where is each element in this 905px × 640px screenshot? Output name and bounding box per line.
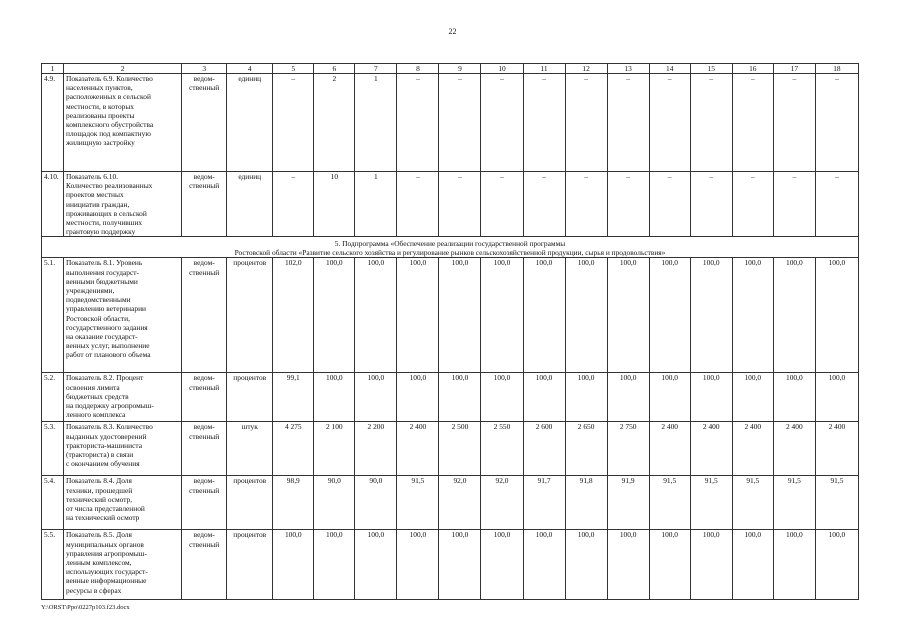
indicator-value: 100,0 <box>523 258 565 373</box>
indicator-value: 100,0 <box>481 373 523 422</box>
indicator-source <box>182 530 227 600</box>
header-cell: 17 <box>773 64 815 74</box>
indicator-source-line: ственный <box>189 83 220 93</box>
indicator-value: 2 600 <box>523 422 565 476</box>
header-cell: 5 <box>273 64 314 74</box>
indicator-value: – <box>690 74 732 172</box>
indicator-value: 100,0 <box>649 258 690 373</box>
indicator-name-line: (тракториста) в связи <box>66 450 134 460</box>
indicator-value: 2 750 <box>607 422 649 476</box>
header-cell: 14 <box>649 64 690 74</box>
indicator-name-line: проектов местных <box>66 190 124 200</box>
indicator-name-line: ленным комплексом, <box>66 558 132 568</box>
section-header-row <box>42 237 859 258</box>
indicator-name-line: проживающих в сельской <box>66 208 147 218</box>
header-cell: 15 <box>690 64 732 74</box>
indicator-value: 100,0 <box>523 530 565 600</box>
indicator-value: 100,0 <box>439 258 481 373</box>
indicator-name-line: венными бюджетными <box>66 276 138 286</box>
indicator-value: 100,0 <box>773 258 815 373</box>
header-cell: 2 <box>64 64 182 74</box>
indicator-unit: единиц <box>227 74 273 172</box>
header-cell: 7 <box>355 64 397 74</box>
indicator-value: 4 275 <box>273 422 314 476</box>
indicator-name-line: Показатель 8.4. Доля <box>66 476 132 486</box>
indicator-unit: процентов <box>227 258 273 373</box>
header-cell: 18 <box>815 64 858 74</box>
indicator-name-line: Показатель 8.3. Количество <box>66 422 153 432</box>
indicator-value: 100,0 <box>690 530 732 600</box>
indicator-value: – <box>732 172 773 237</box>
indicator-name-line: государственного задания <box>66 322 148 332</box>
header-row <box>42 64 859 74</box>
indicator-name-line: технический осмотр, <box>66 494 133 504</box>
indicator-value: – <box>481 74 523 172</box>
indicator-value: 100,0 <box>481 258 523 373</box>
indicator-value: 100,0 <box>314 258 355 373</box>
indicator-value: 100,0 <box>565 373 607 422</box>
indicator-value: – <box>732 74 773 172</box>
indicator-value: 100,0 <box>773 373 815 422</box>
header-cell: 4 <box>227 64 273 74</box>
indicator-name-line: тракториста-машиниста <box>66 440 142 450</box>
indicator-source <box>182 373 227 422</box>
indicator-value: 100,0 <box>607 373 649 422</box>
indicator-source-line: ственный <box>189 267 220 277</box>
indicator-value: 100,0 <box>355 530 397 600</box>
indicator-value: 100,0 <box>649 530 690 600</box>
indicator-source <box>182 476 227 530</box>
indicator-value: 2 400 <box>649 422 690 476</box>
indicator-value: – <box>523 74 565 172</box>
indicator-name-line: учреждениями, <box>66 286 115 296</box>
indicator-name-line: площадок под компактную <box>66 129 151 139</box>
indicator-value: – <box>439 172 481 237</box>
indicator-name-line: венные информационные <box>66 576 147 586</box>
indicator-name-line: местности, получивших <box>66 218 143 228</box>
header-cell: 6 <box>314 64 355 74</box>
indicator-name-line: освоения лимита <box>66 382 120 392</box>
indicator-name-line: от числа представленной <box>66 504 145 514</box>
indicator-value: 100,0 <box>397 258 439 373</box>
indicator-value: – <box>397 172 439 237</box>
table-row <box>42 422 859 476</box>
table-row <box>42 373 859 422</box>
indicator-value: 100,0 <box>355 258 397 373</box>
indicator-source <box>182 74 227 172</box>
indicator-name-line: населенных пунктов, <box>66 83 133 93</box>
indicator-unit: штук <box>227 422 273 476</box>
indicator-unit: процентов <box>227 476 273 530</box>
indicator-value: 100,0 <box>565 258 607 373</box>
indicator-value: – <box>649 74 690 172</box>
indicator-value: 100,0 <box>815 530 858 600</box>
indicator-value: 91,5 <box>397 476 439 530</box>
indicator-value: 2 <box>314 74 355 172</box>
indicator-value: – <box>649 172 690 237</box>
indicator-name-line: ленного комплекса <box>66 410 126 420</box>
header-cell: 3 <box>182 64 227 74</box>
indicator-value: 100,0 <box>732 530 773 600</box>
indicator-name-line: с окончанием обучения <box>66 459 140 469</box>
indicator-name-line: подведомственными <box>66 295 131 305</box>
indicator-value: 2 100 <box>314 422 355 476</box>
indicator-value: – <box>607 172 649 237</box>
indicator-number: 5.3. <box>42 422 64 476</box>
indicator-name-line: выданных удостоверений <box>66 431 147 441</box>
indicator-value: 100,0 <box>815 258 858 373</box>
indicator-value: 1 <box>355 74 397 172</box>
indicator-number: 4.10. <box>42 172 64 237</box>
table-row <box>42 74 859 172</box>
indicator-name-line: местности, в которых <box>66 101 134 111</box>
indicator-value: – <box>397 74 439 172</box>
indicator-name-line: Ростовской области, <box>66 313 130 323</box>
indicator-name-line: реализованы проекты <box>66 110 135 120</box>
indicator-value: 100,0 <box>815 373 858 422</box>
indicator-name-line: жилищную застройку <box>66 138 135 148</box>
indicator-value: 10 <box>314 172 355 237</box>
indicator-source-line: ственный <box>189 431 220 441</box>
indicator-name-line: выполнения государст- <box>66 267 139 277</box>
indicator-value: 100,0 <box>314 530 355 600</box>
indicator-name-line: Показатель 6.10. <box>66 172 119 181</box>
indicator-source <box>182 258 227 373</box>
table-row <box>42 172 859 237</box>
indicator-source-line: ведом- <box>193 172 215 181</box>
indicator-name-line: управления агропромыш- <box>66 548 147 558</box>
indicator-value: 91,9 <box>607 476 649 530</box>
indicator-value: 100,0 <box>732 373 773 422</box>
indicator-value: 100,0 <box>273 530 314 600</box>
indicator-name-line: Показатель 6.9. Количество <box>66 74 153 83</box>
indicator-value: 100,0 <box>565 530 607 600</box>
indicator-source-line: ственный <box>189 485 220 495</box>
indicator-value: 100,0 <box>397 530 439 600</box>
page-number: 22 <box>448 27 457 36</box>
indicator-unit: процентов <box>227 373 273 422</box>
indicator-name-line: на поддержку агропромыш- <box>66 401 154 411</box>
indicator-name-line: расположенных в сельской <box>66 92 151 102</box>
indicator-name-line: использующих государст- <box>66 567 148 577</box>
table-row <box>42 530 859 600</box>
indicator-name <box>64 476 182 530</box>
indicator-value: 100,0 <box>773 530 815 600</box>
indicator-value: 91,7 <box>523 476 565 530</box>
indicator-value: 2 400 <box>815 422 858 476</box>
header-cell: 1 <box>42 64 64 74</box>
indicator-name-line: Показатель 8.2. Процент <box>66 373 144 383</box>
indicator-value: 2 550 <box>481 422 523 476</box>
indicator-number: 5.2. <box>42 373 64 422</box>
indicator-name-line: управлению ветеринарии <box>66 304 147 314</box>
indicator-value: – <box>565 172 607 237</box>
indicator-name-line: на оказание государст- <box>66 332 138 342</box>
indicator-value: 99,1 <box>273 373 314 422</box>
indicator-value: 100,0 <box>690 373 732 422</box>
indicator-value: 100,0 <box>607 258 649 373</box>
indicator-number: 5.1. <box>42 258 64 373</box>
indicator-value: 100,0 <box>439 373 481 422</box>
header-cell: 12 <box>565 64 607 74</box>
indicator-name <box>64 373 182 422</box>
indicator-value: 98,9 <box>273 476 314 530</box>
section-title <box>42 237 859 258</box>
indicator-value: 2 400 <box>397 422 439 476</box>
indicator-value: 100,0 <box>732 258 773 373</box>
indicator-source-line: ведом- <box>193 422 215 432</box>
indicator-name <box>64 74 182 172</box>
indicator-value: 102,0 <box>273 258 314 373</box>
indicator-value: 91,5 <box>773 476 815 530</box>
indicator-value: 100,0 <box>523 373 565 422</box>
indicator-value: 92,0 <box>481 476 523 530</box>
indicator-unit: единиц <box>227 172 273 237</box>
indicator-value: 100,0 <box>690 258 732 373</box>
indicator-name <box>64 422 182 476</box>
header-cell: 9 <box>439 64 481 74</box>
indicator-value: – <box>773 172 815 237</box>
indicator-unit: процентов <box>227 530 273 600</box>
indicator-name-line: техники, прошедшей <box>66 485 133 495</box>
indicator-name <box>64 172 182 237</box>
indicator-value: 90,0 <box>314 476 355 530</box>
indicator-value: – <box>607 74 649 172</box>
indicator-name <box>64 258 182 373</box>
indicator-source-line: ведом- <box>193 74 215 83</box>
indicator-value: 100,0 <box>355 373 397 422</box>
indicator-name-line: на технический осмотр <box>66 513 140 523</box>
indicator-value: – <box>439 74 481 172</box>
indicator-value: 92,0 <box>439 476 481 530</box>
indicator-value: 2 400 <box>690 422 732 476</box>
indicator-value: 2 400 <box>773 422 815 476</box>
indicator-value: – <box>815 74 858 172</box>
indicator-value: – <box>523 172 565 237</box>
header-cell: 16 <box>732 64 773 74</box>
indicator-source <box>182 172 227 237</box>
indicator-name-line: комплексного обустройства <box>66 120 154 130</box>
indicator-name-line: венных услуг, выполнение <box>66 341 150 351</box>
indicator-number: 4.9. <box>42 74 64 172</box>
indicator-source-line: ведом- <box>193 373 215 383</box>
indicator-value: 91,5 <box>690 476 732 530</box>
indicator-value: 91,5 <box>732 476 773 530</box>
indicator-name-line: работ от планового объема <box>66 350 151 360</box>
indicator-value: 91,8 <box>565 476 607 530</box>
indicator-source-line: ственный <box>189 382 220 392</box>
indicator-value: – <box>773 74 815 172</box>
indicator-value: 2 200 <box>355 422 397 476</box>
indicator-value: – <box>481 172 523 237</box>
indicator-name <box>64 530 182 600</box>
indicator-source-line: ведом- <box>193 258 215 268</box>
header-cell: 11 <box>523 64 565 74</box>
indicator-value: 2 500 <box>439 422 481 476</box>
section-title-line: 5. Подпрограмма «Обеспечение реализации государственной программы <box>334 239 566 249</box>
indicator-value: 91,5 <box>649 476 690 530</box>
indicator-value: – <box>273 74 314 172</box>
indicator-name-line: ресурсы в сферах <box>66 585 122 595</box>
indicator-value: 100,0 <box>314 373 355 422</box>
indicator-value: 1 <box>355 172 397 237</box>
indicator-value: 100,0 <box>439 530 481 600</box>
indicator-name-line: Показатель 8.1. Уровень <box>66 258 143 268</box>
indicator-number: 5.5. <box>42 530 64 600</box>
indicator-source <box>182 422 227 476</box>
indicator-name-line: инициатив граждан, <box>66 199 130 209</box>
table-row <box>42 258 859 373</box>
indicator-name-line: бюджетных средств <box>66 391 129 401</box>
indicator-value: – <box>565 74 607 172</box>
indicator-value: 2 650 <box>565 422 607 476</box>
indicator-value: – <box>815 172 858 237</box>
indicator-value: 100,0 <box>397 373 439 422</box>
indicator-name-line: Показатель 8.5. Доля <box>66 530 132 540</box>
indicator-name-line: муниципальных органов <box>66 539 144 549</box>
indicator-source-line: ведом- <box>193 530 215 540</box>
header-cell: 10 <box>481 64 523 74</box>
indicator-value: 90,0 <box>355 476 397 530</box>
file-path-footer: Y:\ORST\Ppo\0227p103.f23.docx <box>41 604 130 611</box>
indicator-value: 100,0 <box>481 530 523 600</box>
indicators-table <box>41 63 859 600</box>
indicator-source-line: ведом- <box>193 476 215 486</box>
section-title-line: Ростовской области «Развитие сельского хозяйства и регулирование рынков сельскохозяйственной продукции, сырья и продовольствия» <box>234 248 666 258</box>
indicator-name-line: Количество реализованных <box>66 181 153 191</box>
indicator-value: 2 400 <box>732 422 773 476</box>
header-cell: 8 <box>397 64 439 74</box>
indicator-value: 100,0 <box>649 373 690 422</box>
indicator-source-line: ственный <box>189 181 220 191</box>
indicator-source-line: ственный <box>189 539 220 549</box>
indicator-value: 91,5 <box>815 476 858 530</box>
indicator-number: 5.4. <box>42 476 64 530</box>
table-row <box>42 476 859 530</box>
indicator-value: – <box>273 172 314 237</box>
indicator-value: – <box>690 172 732 237</box>
header-cell: 13 <box>607 64 649 74</box>
indicator-name-line: грантовую поддержку <box>66 227 136 237</box>
indicator-value: 100,0 <box>607 530 649 600</box>
